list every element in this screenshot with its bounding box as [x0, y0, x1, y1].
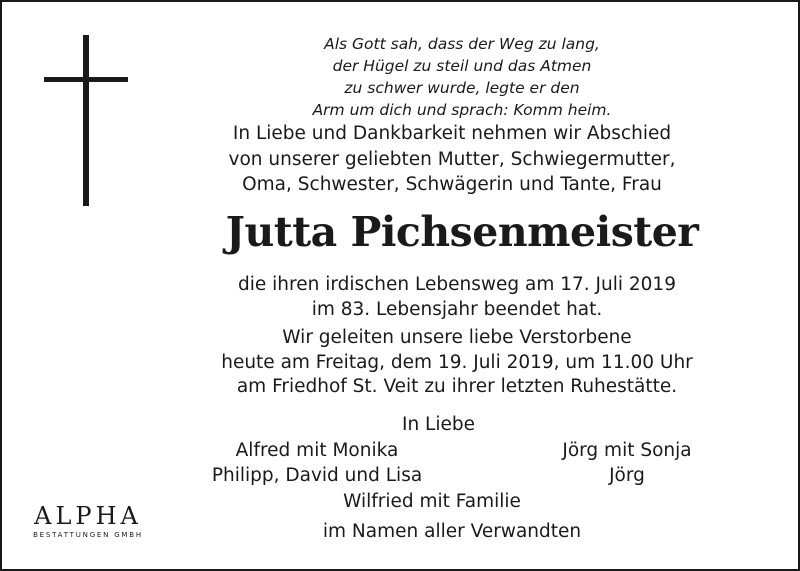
cross-icon — [44, 35, 128, 206]
intro-text — [192, 121, 712, 198]
details-line: die ihren irdischen Lebensweg am 17. Juli 2019 — [238, 274, 676, 295]
cross-vertical-bar — [83, 35, 89, 206]
logo-name: ALPHA — [34, 502, 142, 530]
mourner-left: Alfred mit Monika — [235, 440, 399, 461]
poem-line: Arm um dich und sprach: Komm heim. — [312, 101, 612, 119]
poem-line: Als Gott sah, dass der Weg zu lang, — [324, 35, 600, 53]
mourner-left: Philipp, David und Lisa — [211, 465, 423, 486]
intro-line: Oma, Schwester, Schwägerin und Tante, Frau — [242, 174, 662, 195]
details-line: Wir geleiten unsere liebe Verstorbene — [282, 327, 632, 348]
poem-line: zu schwer wurde, legte er den — [344, 79, 580, 97]
cross-horizontal-bar — [44, 77, 128, 82]
intro-line: von unserer geliebten Mutter, Schwiegermutter, — [228, 148, 676, 170]
details-line: am Friedhof St. Veit zu ihrer letzten Ruhestätte. — [236, 376, 678, 397]
mourner-right: Jörg — [609, 465, 645, 486]
poem — [252, 33, 672, 121]
details-line: im 83. Lebensjahr beendet hat. — [311, 298, 603, 320]
mourner-right: Jörg mit Sonja — [562, 440, 692, 461]
mourner-center: im Namen aller Verwandten — [322, 521, 582, 542]
mourners-heading: In Liebe — [402, 414, 476, 435]
funeral-details — [172, 273, 742, 400]
details-line: heute am Freitag, dem 19. Juli 2019, um 11.00 Uhr — [221, 351, 693, 373]
funeral-home-logo — [28, 502, 148, 540]
poem-line: der Hügel zu steil und das Atmen — [332, 57, 592, 75]
deceased-name: Jutta Pichsenmeister — [225, 208, 699, 256]
logo-subtitle: BESTATTUNGEN GMBH — [33, 531, 143, 539]
mourner-center: Wilfried mit Familie — [343, 491, 521, 512]
intro-line: In Liebe und Dankbarkeit nehmen wir Abschied — [232, 123, 672, 144]
